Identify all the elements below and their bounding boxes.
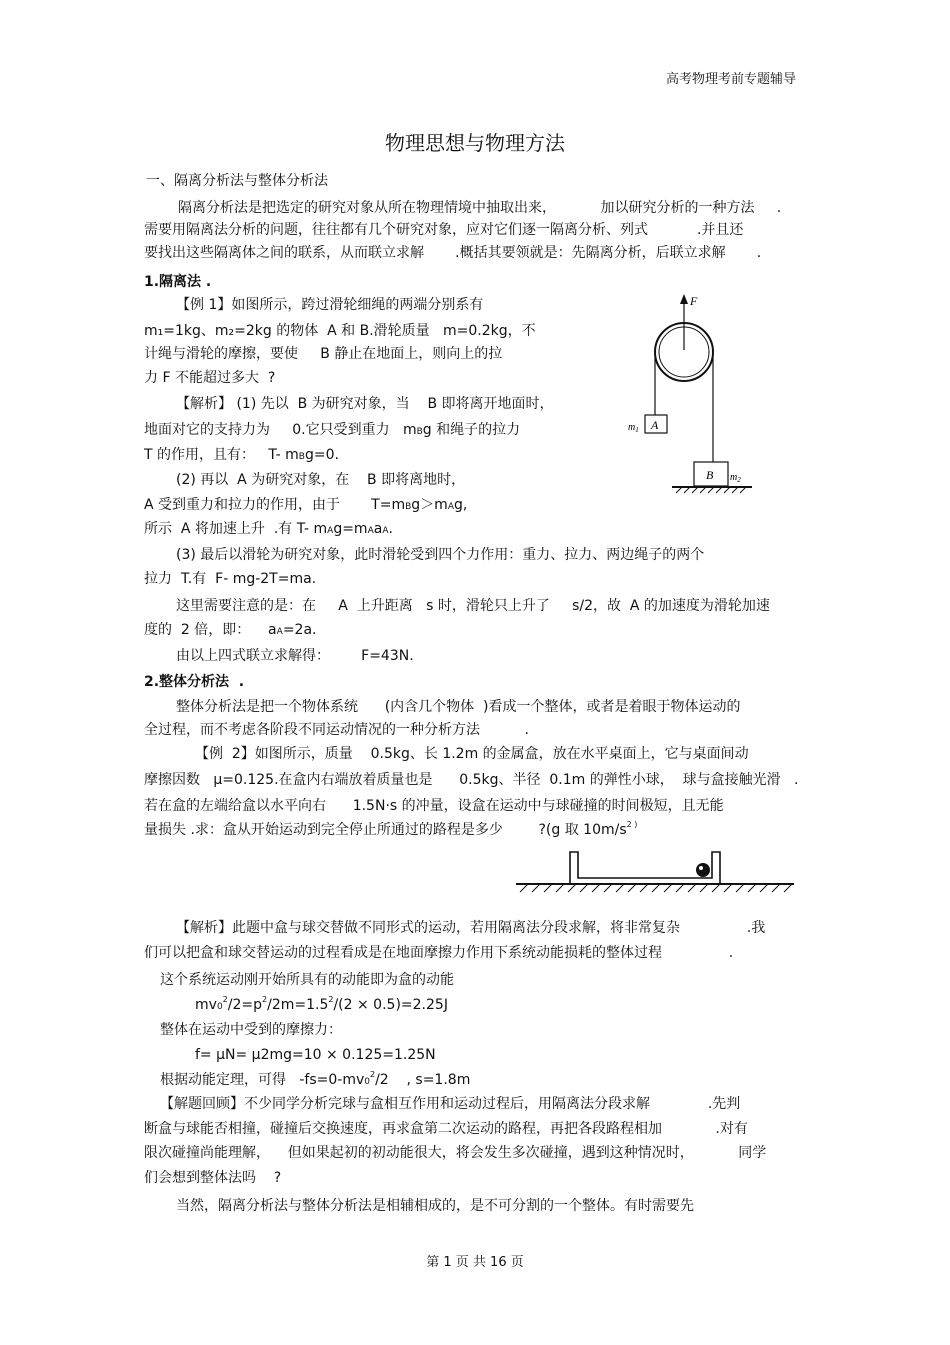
intro-line-3: 要找出这些隔离体之间的联系，从而联立求解 .概括其要领就是：先隔离分析，后联立求解 . (144, 245, 762, 261)
method-2-line-2: 全过程，而不考虑各阶段不同运动情况的一种分析方法 . (144, 722, 529, 738)
method-2-line-1: 整体分析法是把一个物体系统 (内含几个物体 )看成一个整体，或者是着眼于物体运动的 (176, 699, 741, 715)
intro-line-2: 需要用隔离法分析的问题，往往都有几个研究对象，应对它们逐一隔离分析、列式 .并且还 (144, 222, 744, 238)
intro-line-1: 隔离分析法是把选定的研究对象从所在物理情境中抽取出来， 加以研究分析的一种方法 . (178, 200, 782, 216)
review-line-4: 们会想到整体法吗 ? (144, 1170, 282, 1186)
example-2-line-3: 若在盒的左端给盒以水平向右 1.5N·s 的冲量，设盒在运动中与球碰撞的时间极短，且无能 (144, 798, 724, 814)
analysis-line-1: 【解析】 (1) 先以 B 为研究对象，当 B 即将离开地面时， (176, 396, 554, 412)
m2-label: $m_2$ (730, 472, 741, 484)
review-line-1: 【解题回顾】不少同学分析完球与盒相互作用和运动过程后，用隔离法分段求解 .先判 (160, 1096, 741, 1112)
analysis-line-7: (3) 最后以滑轮为研究对象，此时滑轮受到四个力作用：重力、拉力、两边绳子的两个 (176, 547, 705, 563)
example-1-line-1: 【例 1】如图所示，跨过滑轮细绳的两端分别系有 (176, 297, 484, 313)
section-heading: 一、隔离分析法与整体分析法 (146, 173, 328, 189)
method-2-heading: 2.整体分析法 . (144, 674, 245, 690)
energy-theorem-line: 根据动能定理，可得 $-fs=0-mv0^2/2$ , s=1.8m (160, 1070, 471, 1088)
review-line-3: 限次碰撞尚能理解， 但如果起初的初动能很大，将会发生多次碰撞，遇到这种情况时， 同学 (144, 1145, 767, 1161)
example-1-line-4: 力 F 不能超过多大 ? (144, 370, 276, 386)
example-1-line-2: m₁=1kg、m₂=2kg 的物体 A 和 B.滑轮质量 m=0.2kg，不 (144, 323, 536, 339)
closing-line: 当然，隔离分析法与整体分析法是相辅相成的，是不可分割的一个整体。有时需要先 (176, 1198, 694, 1214)
mass-a-label: A (651, 418, 659, 432)
kinetic-energy-formula: $mv0^2/2=p^2/2m=1.5^2/(2 \times 0.5)=2.25J$ (195, 995, 448, 1013)
box-ball-figure (512, 842, 797, 897)
analysis-line-3: T 的作用，且有： T- mBg=0. (144, 447, 339, 463)
page-footer: 第 1 页 共 16 页 (426, 1255, 524, 1270)
analysis-line-5: A 受到重力和拉力的作用，由于 T=mBg＞mAg, (144, 497, 468, 513)
method-1-heading: 1.隔离法 . (144, 274, 212, 290)
analysis-line-10: 度的 2 倍，即： aA=2a. (144, 622, 317, 638)
pulley-figure (620, 290, 790, 495)
analysis-line-11: 由以上四式联立求解得： F=43N. (176, 648, 414, 664)
table-hatch (520, 884, 792, 892)
analysis-line-6: 所示 A 将加速上升 .有 T- mAg=mAaA. (144, 521, 393, 537)
force-label: F (690, 294, 698, 308)
page-header: 高考物理考前专题辅导 (666, 72, 797, 87)
analysis-line-8: 拉力 T.有 F- mg-2T=ma. (144, 571, 317, 587)
mass-b-label: B (706, 468, 714, 482)
analysis-line-4: (2) 再以 A 为研究对象，在 B 即将离地时， (176, 472, 466, 488)
elastic-ball (696, 863, 710, 877)
example-1-line-3: 计绳与滑轮的摩擦，要使 B 静止在地面上，则向上的拉 (144, 346, 503, 362)
example-2-line-4: 量损失 .求：盒从开始运动到完全停止所通过的路程是多少 ?(g 取 $10m/s^{2 )}$ (144, 820, 638, 838)
solution-line-1: 【解析】此题中盒与球交替做不同形式的运动，若用隔离法分段求解，将非常复杂 .我 (176, 920, 766, 936)
solution-line-2: 们可以把盒和球交替运动的过程看成是在地面摩擦力作用下系统动能损耗的整体过程 . (144, 945, 734, 961)
review-line-2: 断盒与球能否相撞，碰撞后交换速度，再求盒第二次运动的路程，再把各段路程相加 .对有 (144, 1121, 748, 1137)
solution-line-4: 整体在运动中受到的摩擦力： (160, 1022, 342, 1038)
solution-line-3: 这个系统运动刚开始所具有的动能即为盒的动能 (160, 972, 454, 988)
analysis-line-2: 地面对它的支持力为 0.它只受到重力 mBg 和绳子的拉力 (144, 422, 521, 438)
analysis-line-9: 这里需要注意的是：在 A 上升距离 s 时，滑轮只上升了 s/2，故 A 的加速度为滑轮加速 (176, 598, 770, 614)
m1-label: $m_1$ (628, 422, 639, 434)
force-arrow-head (680, 294, 688, 304)
example-2-line-2: 摩擦因数 μ=0.125.在盒内右端放着质量也是 0.5kg、半径 0.1m 的弹性小球， 球与盒接触光滑 . (144, 772, 799, 788)
example-2-line-1: 【例 2】如图所示，质量 0.5kg、长 1.2m 的金属盒，放在水平桌面上，它与桌面间动 (195, 746, 749, 762)
page-title: 物理思想与物理方法 (385, 131, 565, 155)
friction-formula: f= μN= μ2mg=10 × 0.125=1.25N (195, 1047, 436, 1063)
